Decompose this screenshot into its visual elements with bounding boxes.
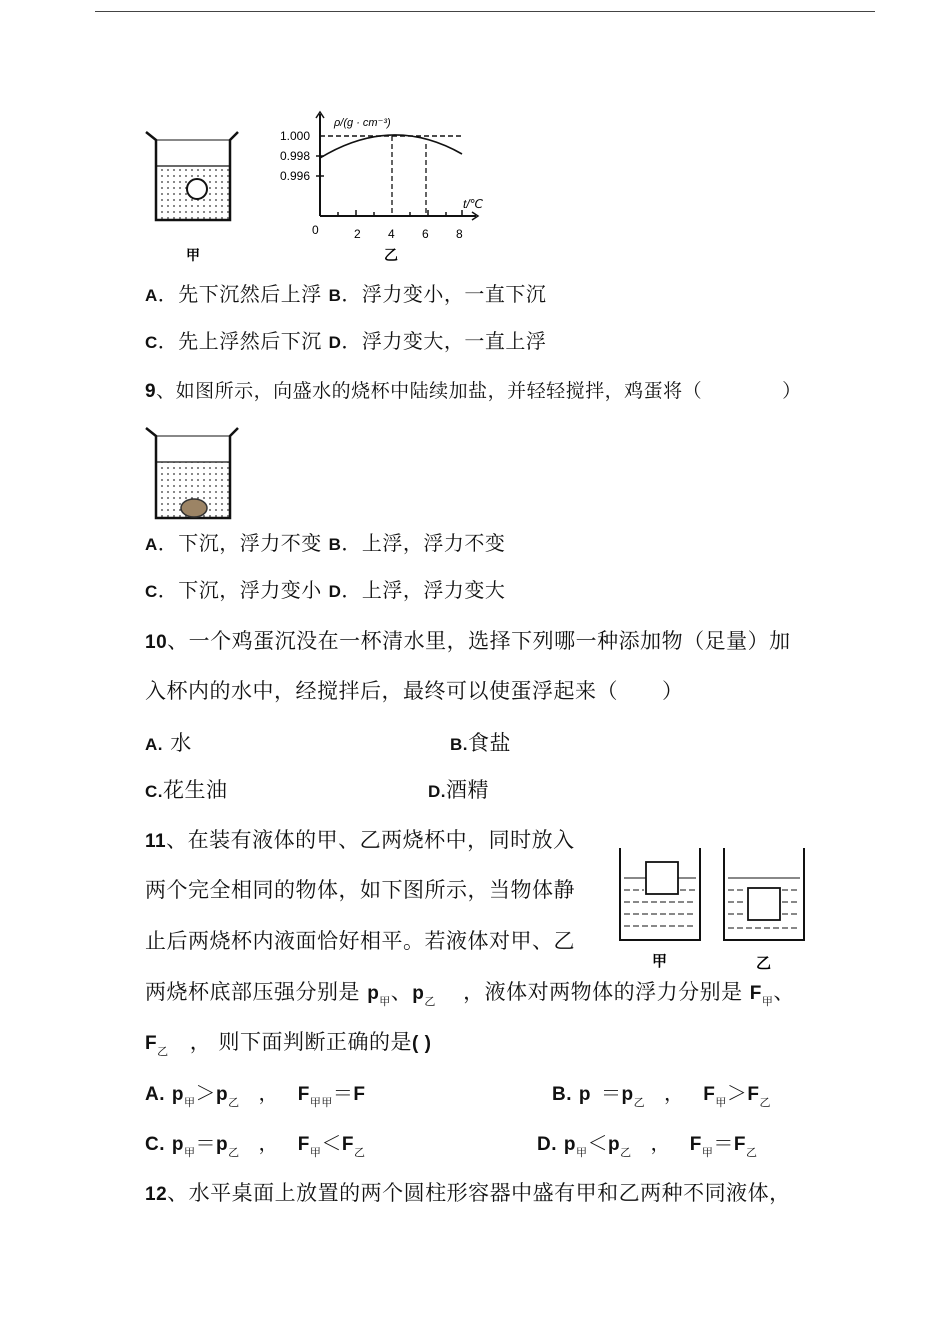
q8-option-a-text: 先下沉然后上浮 — [178, 282, 322, 306]
q11-line4b-text: ，液体对两物体的浮力分别是 — [463, 980, 743, 1004]
q11-sep-2: 、 — [773, 980, 795, 1004]
q11-b-f2: F — [747, 1084, 760, 1105]
q11-b-comma: ， — [663, 1081, 685, 1105]
q11-d-sub4: 乙 — [746, 1146, 758, 1159]
x-tick-2: 2 — [354, 227, 361, 241]
q10-option-c — [145, 778, 228, 804]
q12-number: 12 — [145, 1184, 168, 1205]
q8-option-a-label: A — [145, 286, 158, 305]
q10-line2 — [145, 679, 684, 703]
density-graph-figure — [276, 108, 496, 268]
q11-c-p1: p — [171, 1134, 184, 1155]
beaker-ball-figure — [142, 126, 242, 266]
two-beakers-figure — [614, 844, 814, 974]
q11-d-rel: ＜ — [587, 1131, 608, 1155]
q11-c-sub3: 甲 — [309, 1146, 322, 1159]
q9-dot-d: ． — [341, 578, 362, 602]
q11-b-f1: F — [703, 1084, 716, 1105]
q11-line4 — [145, 980, 795, 1014]
q11-c-sub2: 乙 — [228, 1146, 240, 1159]
q8-option-b-text: 浮力变小，一直下沉 — [361, 282, 547, 306]
q11-a-sub3: 甲 — [309, 1096, 322, 1109]
q11-b-p2: p — [621, 1084, 634, 1105]
q11-p-yi: p — [412, 983, 425, 1004]
q11-line1-text: 、在装有液体的甲、乙两烧杯中，同时放入 — [166, 828, 575, 852]
egg-icon — [181, 499, 207, 517]
q8-dot-d: ． — [341, 329, 362, 353]
q9-option-c-label: C — [145, 582, 158, 601]
q11-d-f1: F — [689, 1134, 702, 1155]
q11-line5-text: ， 则下面判断正确的是 — [189, 1030, 412, 1054]
q9-dot-a: ． — [157, 531, 179, 555]
q9-stem — [145, 379, 802, 404]
q11-option-d — [537, 1131, 758, 1165]
q10-option-b-text: 食盐 — [468, 731, 511, 755]
q11-option-b-label: B. — [552, 1084, 572, 1105]
q11-c-f1: F — [297, 1134, 310, 1155]
q11-option-a-label: A. — [145, 1084, 165, 1105]
q11-line2-text: 两个完全相同的物体，如下图所示，当物体静 — [145, 878, 575, 902]
q11-d-sub2: 乙 — [620, 1146, 632, 1159]
q11-number: 11 — [145, 831, 167, 852]
figure-label-yi-2: 乙 — [756, 955, 772, 972]
q8-option-d-label: D — [328, 333, 342, 352]
q11-option-a — [145, 1081, 366, 1115]
q10-option-c-text: 花生油 — [163, 778, 228, 802]
q9-options-row2 — [145, 578, 505, 604]
q10-option-b — [450, 731, 511, 757]
q11-sub-f-jia: 甲 — [761, 995, 774, 1008]
q10-option-a-label: A. — [145, 735, 163, 754]
q11-option-d-label: D. — [537, 1134, 557, 1155]
q10-line1-text: 、一个鸡蛋沉没在一杯清水里，选择下列哪一种添加物（足量）加 — [167, 629, 791, 653]
q10-option-a-text: 水 — [170, 731, 192, 755]
q8-dot-c: ． — [157, 329, 179, 353]
q11-b-sub2: 乙 — [633, 1096, 646, 1109]
q11-b-sub3: 甲 — [715, 1096, 727, 1109]
q11-c-comma: ， — [258, 1131, 279, 1155]
q11-d-p1: p — [563, 1134, 576, 1155]
figure-label-jia-2: 甲 — [652, 953, 668, 970]
q9-option-a-text: 下沉，浮力不变 — [178, 531, 322, 555]
q11-d-sub3: 甲 — [701, 1146, 714, 1159]
q9-number: 9 — [145, 381, 157, 402]
y-tick-0996: 0.996 — [280, 169, 311, 183]
q11-b-p1: p — [578, 1084, 591, 1105]
q8-dot-a: ． — [157, 282, 179, 306]
q8-option-c-text: 先上浮然后下沉 — [178, 329, 322, 353]
q11-f-jia: F — [749, 983, 762, 1004]
q10-option-d-label: D. — [428, 782, 446, 801]
q12-text: 、水平桌面上放置的两个圆柱形容器中盛有甲和乙两种不同液体， — [167, 1181, 791, 1205]
q11-d-f2: F — [733, 1134, 747, 1155]
q11-a-f2: F — [353, 1084, 366, 1105]
q11-line2 — [145, 878, 575, 902]
figure-label-jia: 甲 — [186, 247, 200, 263]
q11-line4a-text: 两烧杯底部压强分别是 — [145, 980, 360, 1004]
figure-label-yi: 乙 — [384, 247, 398, 263]
q11-c-rel: ＝ — [195, 1131, 216, 1155]
q11-a-p1: p — [171, 1084, 184, 1105]
graph-xlabel: t/℃ — [463, 197, 484, 211]
q11-a-f1: F — [297, 1084, 310, 1105]
q11-a-sub3b: 甲 — [321, 1096, 333, 1109]
q9-dot-c: ． — [157, 578, 179, 602]
q10-line1 — [145, 629, 791, 655]
q10-option-a — [145, 731, 192, 757]
q9-dot-b: ． — [341, 531, 362, 555]
q11-d-comma: ， — [650, 1131, 671, 1155]
q11-c-sub4: 乙 — [354, 1146, 366, 1159]
q11-c-frel: ＜ — [321, 1131, 342, 1155]
q11-a-frel: ＝ — [332, 1081, 354, 1105]
x-tick-8: 8 — [456, 227, 463, 241]
q11-d-frel: ＝ — [713, 1131, 734, 1155]
q11-line3 — [145, 929, 575, 953]
q9-option-d-label: D — [328, 582, 342, 601]
q11-sub-f-yi: 乙 — [157, 1045, 169, 1058]
q9-close-paren: ） — [782, 380, 802, 402]
q11-b-frel: ＞ — [726, 1081, 748, 1105]
beaker-egg-figure — [142, 424, 242, 524]
q11-a-rel: ＞ — [195, 1081, 216, 1105]
q11-c-f2: F — [341, 1134, 355, 1155]
q9-option-a-label: A — [145, 535, 158, 554]
q11-c-p2: p — [215, 1134, 229, 1155]
q11-a-sub2: 乙 — [228, 1096, 240, 1109]
q10-close-paren: ） — [662, 679, 684, 703]
q11-c-sub1: 甲 — [183, 1146, 196, 1159]
q11-answer-paren: ( ) — [411, 1033, 432, 1054]
q8-options-row1 — [145, 282, 546, 308]
q9-option-d-text: 上浮，浮力变大 — [361, 578, 506, 602]
q11-option-c-label: C. — [145, 1134, 165, 1155]
q12-line1 — [145, 1181, 791, 1207]
q11-b-sub4: 乙 — [759, 1096, 772, 1109]
y-tick-0998: 0.998 — [280, 149, 311, 163]
q11-sep: 、 — [390, 980, 413, 1004]
q11-a-p2: p — [215, 1084, 229, 1105]
graph-ylabel: ρ/(g · cm⁻³) — [334, 117, 391, 129]
x-tick-0: 0 — [312, 223, 319, 237]
q11-p-jia: p — [367, 983, 380, 1004]
q11-sub-jia: 甲 — [379, 995, 391, 1008]
q9-options-row1 — [145, 531, 505, 557]
q11-sub-yi: 乙 — [424, 995, 436, 1008]
q9-option-b-text: 上浮，浮力不变 — [361, 531, 506, 555]
q11-f-yi: F — [145, 1033, 158, 1054]
q8-option-b-label: B — [328, 286, 342, 305]
q11-b-rel: ＝ — [600, 1081, 622, 1105]
q8-dot-b: ． — [341, 282, 362, 306]
q10-line2-text: 入杯内的水中，经搅拌后，最终可以使蛋浮起来（ — [145, 679, 618, 703]
q9-option-b-label: B — [328, 535, 342, 554]
y-tick-1000: 1.000 — [280, 129, 311, 143]
q11-a-comma: ， — [258, 1081, 279, 1105]
q10-option-b-label: B. — [450, 735, 468, 754]
q11-a-sub1: 甲 — [183, 1096, 196, 1109]
q11-option-b — [552, 1081, 771, 1115]
q10-option-d-text: 酒精 — [446, 778, 489, 802]
q8-options-row2 — [145, 329, 546, 355]
q8-option-d-text: 浮力变大，一直上浮 — [361, 329, 547, 353]
q11-line1 — [145, 828, 575, 854]
q11-option-c — [145, 1131, 366, 1165]
q10-option-d — [428, 778, 489, 804]
q8-option-c-label: C — [145, 333, 158, 352]
q9-option-c-text: 下沉，浮力变小 — [178, 578, 322, 602]
x-tick-6: 6 — [422, 227, 429, 241]
page-top-rule — [95, 11, 875, 12]
q11-d-p2: p — [607, 1134, 621, 1155]
q9-stem-text: 、如图所示，向盛水的烧杯中陆续加盐，并轻轻搅拌，鸡蛋将（ — [156, 380, 703, 402]
q10-option-c-label: C. — [145, 782, 163, 801]
q11-line3-text: 止后两烧杯内液面恰好相平。若液体对甲、乙 — [145, 929, 575, 953]
q11-line5 — [145, 1030, 431, 1064]
q10-number: 10 — [145, 632, 168, 653]
q11-d-sub1: 甲 — [575, 1146, 588, 1159]
x-tick-4: 4 — [388, 227, 395, 241]
